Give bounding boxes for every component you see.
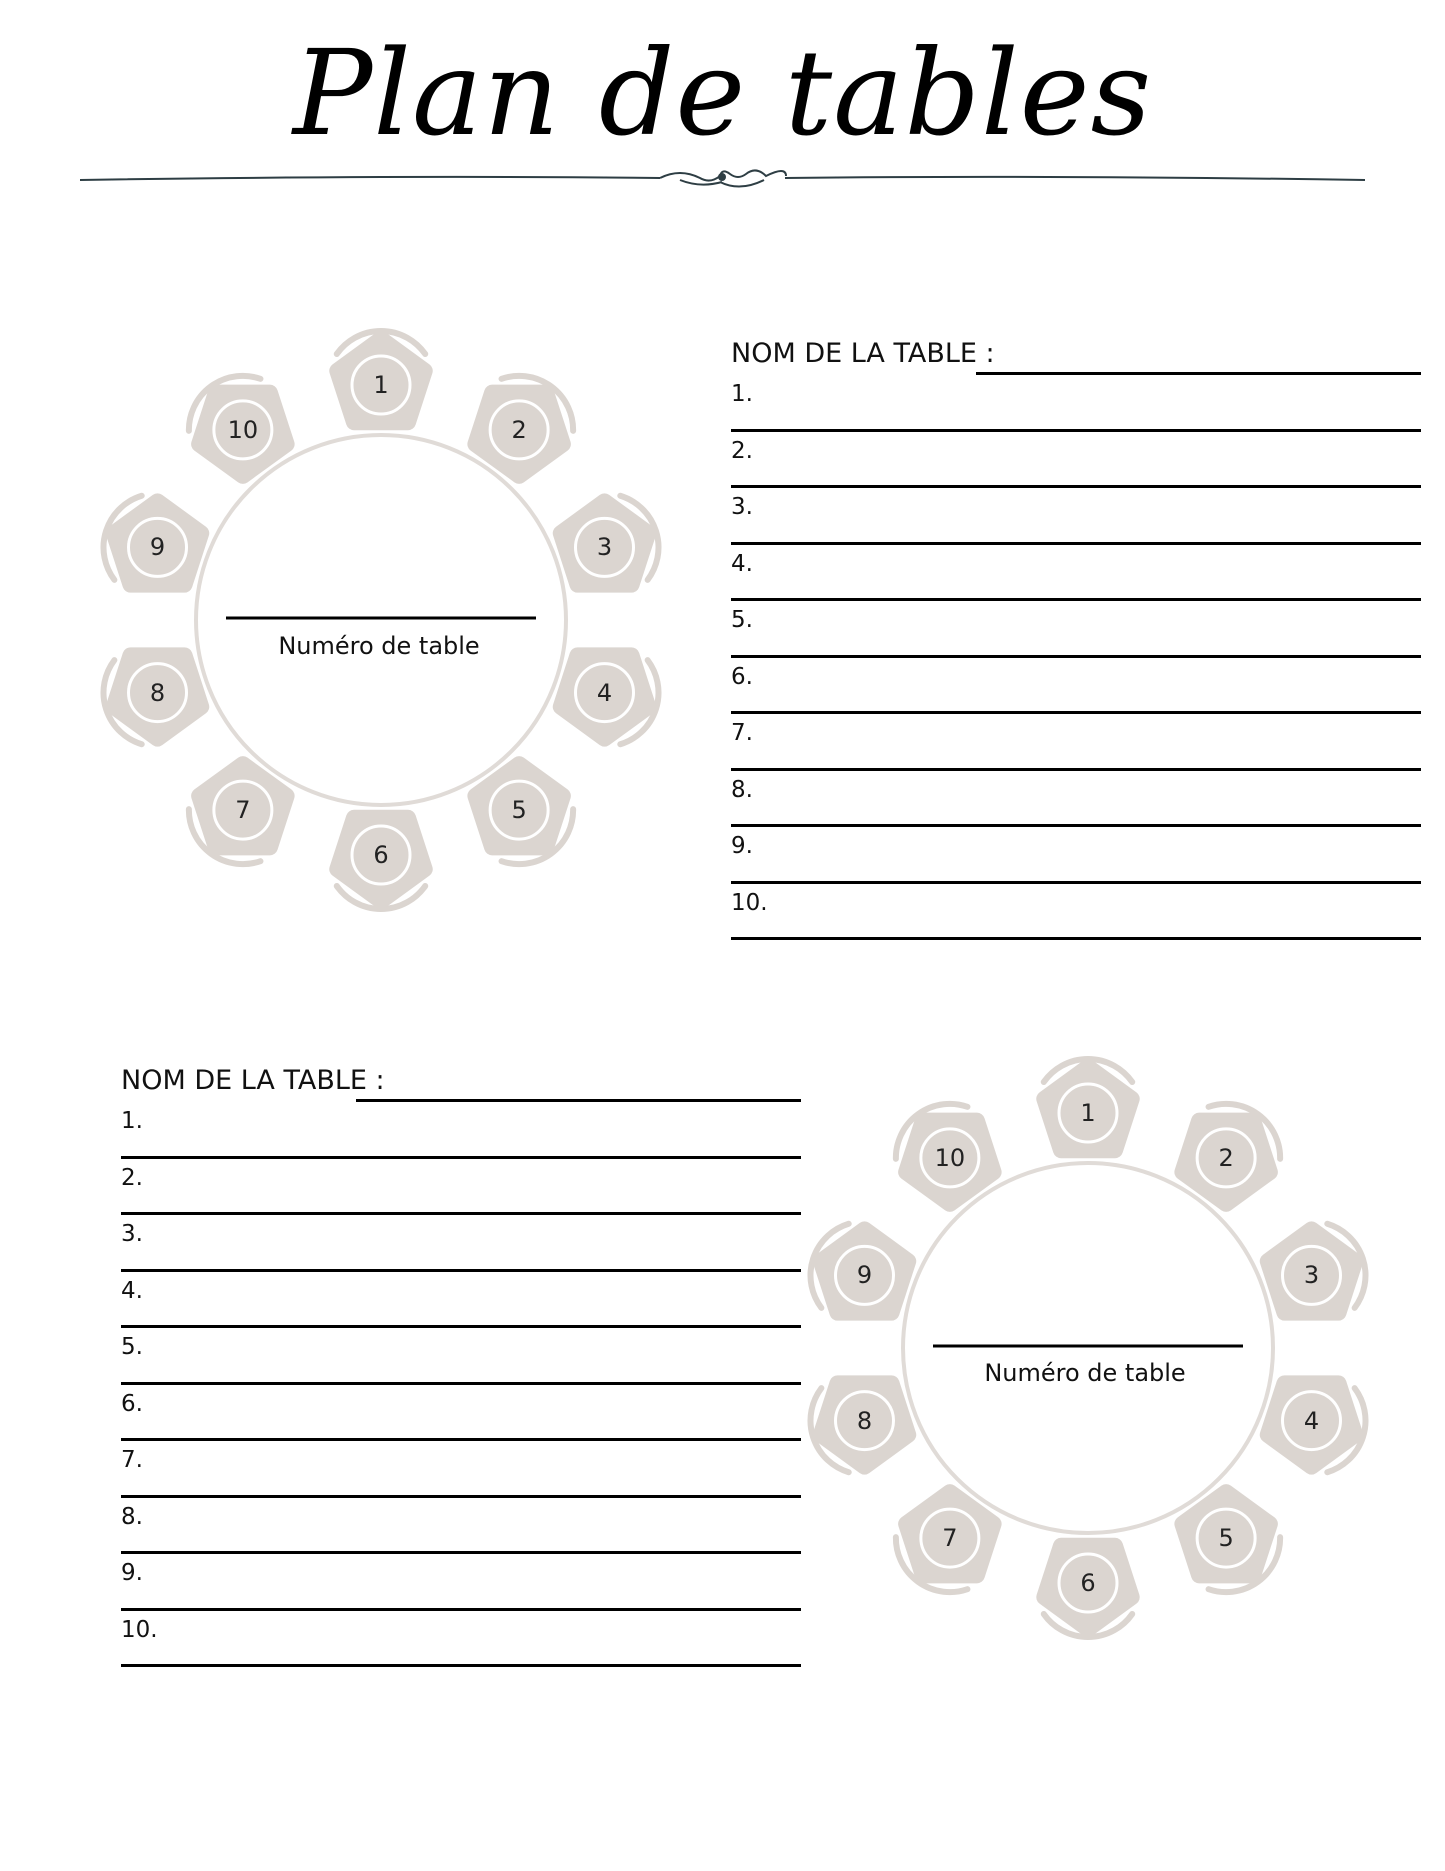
- guest-row-number: 7.: [731, 720, 753, 746]
- guest-row-number: 3.: [121, 1221, 143, 1247]
- seat-number: 2: [511, 415, 527, 444]
- guest-row[interactable]: [731, 545, 1421, 602]
- ornamental-divider: [80, 165, 1365, 195]
- seat-number: 3: [596, 533, 613, 562]
- page-title: Plan de tables: [292, 24, 1153, 162]
- seat-number: 10: [227, 415, 259, 444]
- guest-row[interactable]: [121, 1498, 801, 1555]
- seat-number: 9: [149, 533, 166, 562]
- table-name-label: NOM DE LA TABLE :: [731, 338, 1001, 369]
- table-name-label: NOM DE LA TABLE :: [121, 1065, 391, 1096]
- guest-row-number: 9.: [121, 1560, 143, 1586]
- table-diagram-2: [800, 1056, 1360, 1636]
- guest-row[interactable]: [121, 1441, 801, 1498]
- seat-number: 1: [1080, 1099, 1096, 1127]
- table-number-label: Numéro de table: [278, 632, 480, 660]
- guest-row-number: 3.: [731, 494, 753, 520]
- round-table: [903, 1163, 1273, 1533]
- guest-row-number: 9.: [731, 833, 753, 859]
- guest-row[interactable]: [731, 884, 1421, 941]
- guest-row-number: 10.: [121, 1616, 158, 1643]
- guest-row[interactable]: [121, 1102, 801, 1159]
- round-table: [196, 435, 566, 805]
- guest-row[interactable]: [731, 827, 1421, 884]
- seat-number: 6: [1080, 1569, 1096, 1597]
- guest-row[interactable]: [121, 1159, 801, 1216]
- seat-number: 5: [1218, 1524, 1234, 1553]
- seat-number: 8: [856, 1406, 873, 1435]
- guest-list-2: [121, 1062, 801, 1667]
- guest-row[interactable]: [731, 432, 1421, 489]
- seat-number: 4: [596, 678, 613, 707]
- guest-row-number: 8.: [121, 1503, 143, 1530]
- guest-row-number: 4.: [121, 1277, 143, 1304]
- guest-row-number: 6.: [731, 663, 753, 690]
- guest-row[interactable]: [731, 658, 1421, 715]
- guest-list-1: [731, 335, 1421, 940]
- seat-number: 2: [1218, 1143, 1234, 1172]
- seat-number: 7: [942, 1524, 958, 1553]
- guest-row-number: 4.: [731, 550, 753, 577]
- table-name-header: [731, 335, 1421, 375]
- guest-row-number: 10.: [731, 889, 768, 916]
- guest-row-number: 6.: [121, 1390, 143, 1417]
- guest-row-number: 5.: [121, 1334, 143, 1360]
- guest-row-number: 8.: [731, 776, 753, 803]
- guest-row-number: 2.: [731, 437, 753, 464]
- table-diagram-1: [93, 328, 653, 908]
- seat-number: 6: [373, 841, 389, 869]
- seat-number: 9: [856, 1261, 873, 1290]
- guest-row[interactable]: [121, 1215, 801, 1272]
- guest-row[interactable]: [731, 488, 1421, 545]
- seat-number: 8: [149, 678, 166, 707]
- guest-row-number: 5.: [731, 607, 753, 633]
- guest-name-line[interactable]: [121, 1664, 801, 1667]
- guest-row-number: 1.: [121, 1108, 143, 1134]
- guest-row-number: 2.: [121, 1164, 143, 1191]
- seat-number: 1: [373, 371, 389, 399]
- guest-name-line[interactable]: [731, 937, 1421, 940]
- seat-number: 3: [1303, 1261, 1320, 1290]
- guest-row[interactable]: [121, 1611, 801, 1668]
- guest-row[interactable]: [731, 714, 1421, 771]
- guest-row[interactable]: [121, 1328, 801, 1385]
- guest-row[interactable]: [121, 1385, 801, 1442]
- guest-row[interactable]: [731, 601, 1421, 658]
- table-name-header: [121, 1062, 801, 1102]
- seat-number: 7: [235, 796, 251, 825]
- guest-row-number: 7.: [121, 1447, 143, 1473]
- guest-row[interactable]: [121, 1554, 801, 1611]
- guest-row[interactable]: [121, 1272, 801, 1329]
- table-number-label: Numéro de table: [984, 1359, 1186, 1387]
- seat-number: 4: [1303, 1406, 1320, 1435]
- guest-row[interactable]: [731, 771, 1421, 828]
- seat-number: 5: [511, 796, 527, 825]
- guest-row[interactable]: [731, 375, 1421, 432]
- guest-row-number: 1.: [731, 381, 753, 407]
- seat-number: 10: [934, 1143, 966, 1172]
